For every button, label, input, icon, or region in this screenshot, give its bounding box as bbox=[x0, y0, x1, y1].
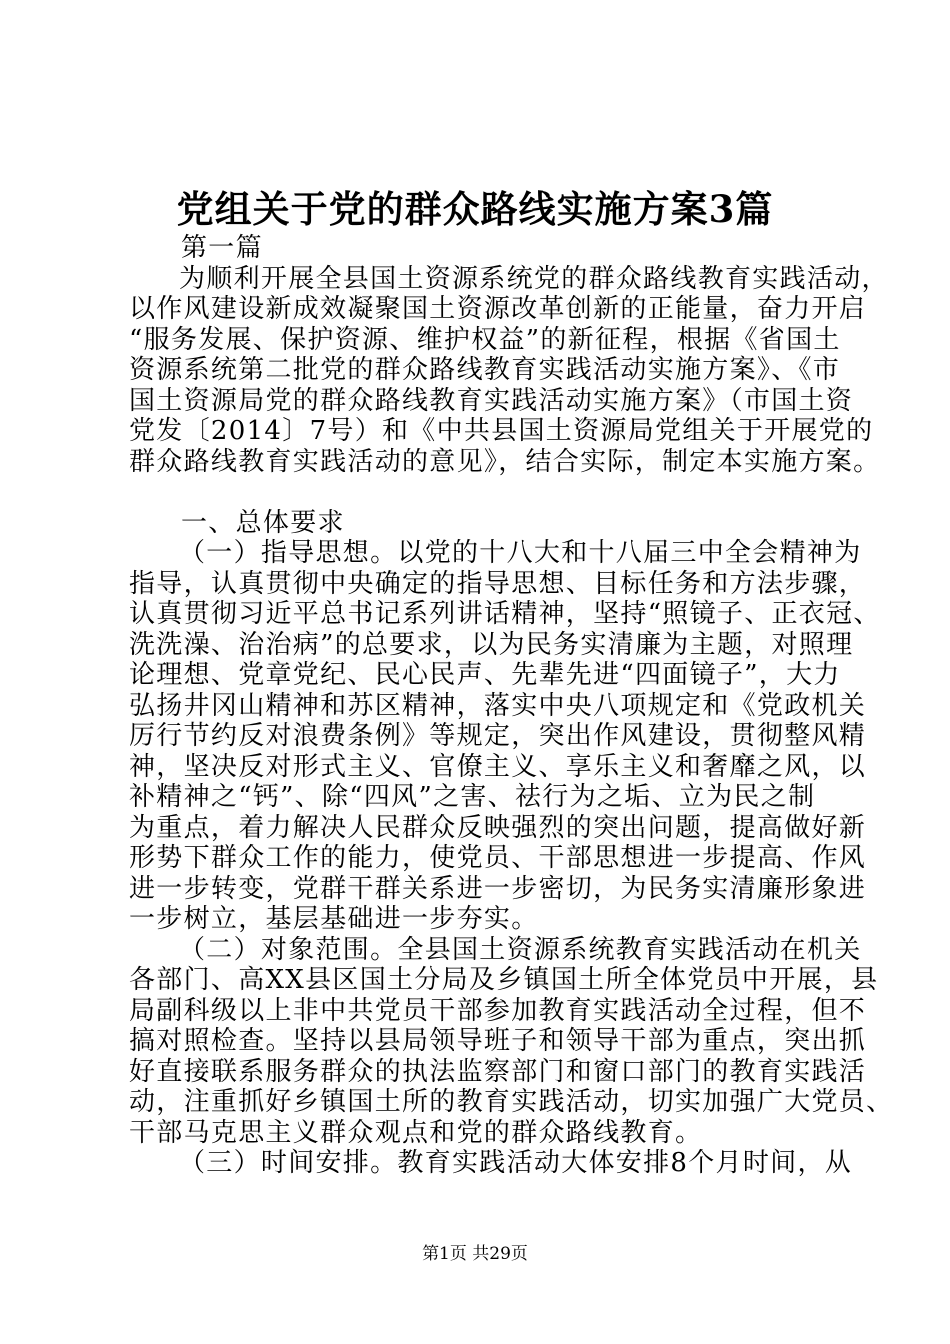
paragraph-line: 论理想、党章党纪、民心民声、先辈先进“四面镜子”，大力 bbox=[129, 660, 841, 690]
paragraph-line: 补精神之“钙”、除“四风”之害、祛行为之垢、立为民之制 bbox=[129, 782, 816, 812]
paragraph-line: 形势下群众工作的能力，使党员、干部思想进一步提高、作风 bbox=[129, 843, 867, 873]
paragraph-line: （一）指导思想。以党的十八大和十八届三中全会精神为 bbox=[179, 538, 862, 568]
intro-line: 以作风建设新成效凝聚国土资源改革创新的正能量，奋力开启 bbox=[129, 294, 867, 324]
paragraph-gap bbox=[129, 477, 839, 508]
paragraph-line: 好直接联系服务群众的执法监察部门和窗口部门的教育实践活 bbox=[129, 1056, 867, 1087]
paragraph-line: 动，注重抓好乡镇国土所的教育实践活动，切实加强广大党员、 bbox=[129, 1087, 894, 1117]
intro-line: 资源系统第二批党的群众路线教育实践活动实施方案》、《市 bbox=[129, 355, 841, 385]
intro-line: 为顺利开展全县国土资源系统党的群众路线教育实践活动， bbox=[179, 263, 889, 294]
paragraph-line: 进一步转变，党群干群关系进一步密切，为民务实清廉形象进 bbox=[129, 873, 867, 904]
page-footer: 第1页 共29页 bbox=[422, 1244, 528, 1264]
document-body bbox=[129, 233, 894, 1179]
section-heading: 一、总体要求 bbox=[181, 507, 345, 538]
intro-line: 群众路线教育实践活动的意见》，结合实际，制定本实施方案。 bbox=[129, 446, 881, 477]
paragraph-line: 厉行节约反对浪费条例》等规定，突出作风建设，贯彻整风精 bbox=[129, 721, 867, 751]
intro-line: “服务发展、保护资源、维护权益”的新征程，根据《省国土 bbox=[129, 324, 841, 355]
paragraph-line: 局副科级以上非中共党员干部参加教育实践活动全过程，但不 bbox=[129, 995, 867, 1026]
paragraph-line: 指导，认真贯彻中央确定的指导思想、目标任务和方法步骤， bbox=[129, 568, 867, 599]
paragraph-line: 一步树立，基层基础进一步夯实。 bbox=[129, 904, 539, 934]
paragraph-line: 认真贯彻习近平总书记系列讲话精神，坚持“照镜子、正衣冠、 bbox=[129, 599, 881, 629]
paragraph-line: （二）对象范围。全县国土资源系统教育实践活动在机关 bbox=[179, 934, 862, 965]
paragraph-line: 洗洗澡、治治病”的总要求，以为民务实清廉为主题，对照理 bbox=[129, 629, 854, 660]
paragraph-line: 神，坚决反对形式主义、官僚主义、享乐主义和奢靡之风，以 bbox=[129, 751, 867, 782]
paragraph-line: 各部门、高XX县区国土分局及乡镇国土所全体党员中开展，县 bbox=[129, 965, 879, 995]
document-title: 党组关于党的群众路线实施方案3篇 bbox=[176, 187, 774, 231]
paragraph-line: （三）时间安排。教育实践活动大体安排8个月时间，从 bbox=[179, 1148, 853, 1178]
paragraph-line: 弘扬井冈山精神和苏区精神，落实中央八项规定和《党政机关 bbox=[129, 690, 867, 721]
paragraph-line: 干部马克思主义群众观点和党的群众路线教育。 bbox=[129, 1117, 703, 1148]
paragraph-line: 搞对照检查。坚持以县局领导班子和领导干部为重点，突出抓 bbox=[129, 1026, 867, 1056]
section-label: 第一篇 bbox=[181, 233, 263, 263]
paragraph-line: 为重点，着力解决人民群众反映强烈的突出问题，提高做好新 bbox=[129, 812, 867, 843]
intro-line: 国土资源局党的群众路线教育实践活动实施方案》（市国土资 bbox=[129, 385, 854, 416]
intro-line: 党发〔2014〕7号）和《中共县国土资源局党组关于开展党的 bbox=[129, 416, 874, 446]
